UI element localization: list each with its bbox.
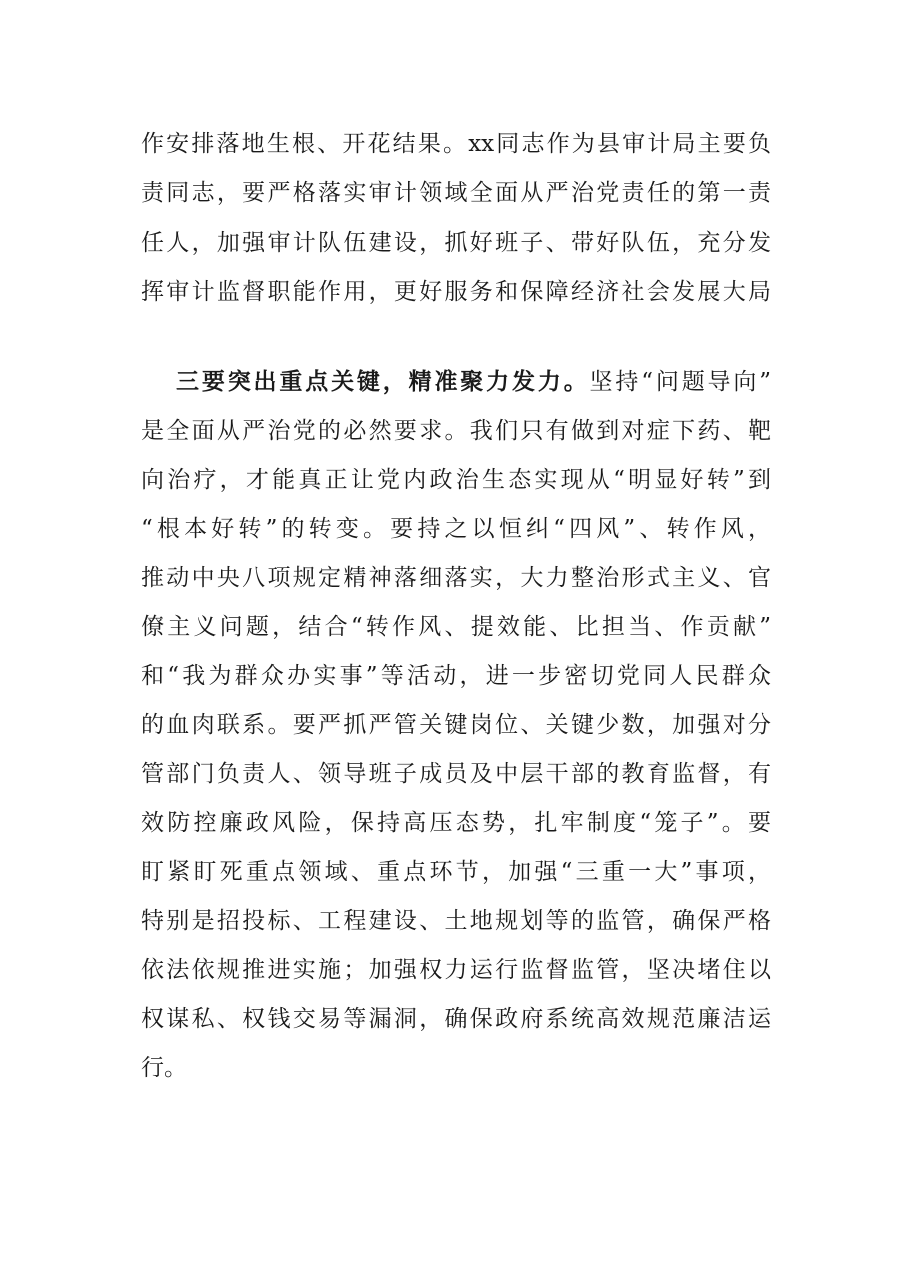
paragraph-line: 挥审计监督职能作用，更好服务和保障经济社会发展大局 xyxy=(141,279,771,305)
paragraph-heading: 三要突出重点关键，精准聚力发力。 xyxy=(176,368,590,395)
paragraph-line: 作安排落地生根、开花结果。xx同志作为县审计局主要负 xyxy=(141,131,771,157)
paragraph-line: 任人，加强审计队伍建设，抓好班子、带好队伍，充分发 xyxy=(141,230,771,256)
paragraph-line: 向治疗，才能真正让党内政治生态实现从“明显好转”到 xyxy=(141,467,771,493)
paragraph-line: 和“我为群众办实事”等活动，进一步密切党同人民群众 xyxy=(141,663,771,689)
paragraph-line: 依法依规推进实施；加强权力运行监督监管，坚决堵住以 xyxy=(141,957,771,983)
paragraph-line: 管部门负责人、领导班子成员及中层干部的教育监督，有 xyxy=(141,761,771,787)
paragraph-line: 权谋私、权钱交易等漏洞，确保政府系统高效规范廉洁运 xyxy=(141,1006,771,1032)
paragraph-line: 特别是招投标、工程建设、土地规划等的监管，确保严格 xyxy=(141,908,771,934)
paragraph-first-line xyxy=(176,367,771,397)
paragraph-line: 效防控廉政风险，保持高压态势，扎牢制度“笼子”。要 xyxy=(141,810,771,836)
paragraph-line: “根本好转”的转变。要持之以恒纠“四风”、转作风， xyxy=(141,516,771,542)
paragraph-line: 行。 xyxy=(141,1055,187,1081)
paragraph-line: 的血肉联系。要严抓严管关键岗位、关键少数，加强对分 xyxy=(141,712,771,738)
paragraph-line-rest: 坚持“问题导向” xyxy=(589,369,771,395)
paragraph-line: 是全面从严治党的必然要求。我们只有做到对症下药、靶 xyxy=(141,418,771,444)
paragraph-line: 盯紧盯死重点领域、重点环节，加强“三重一大”事项， xyxy=(141,859,771,885)
paragraph-line: 僚主义问题，结合“转作风、提效能、比担当、作贡献” xyxy=(141,614,771,640)
paragraph-line: 责同志，要严格落实审计领域全面从严治党责任的第一责 xyxy=(141,180,771,206)
paragraph-line: 推动中央八项规定精神落细落实，大力整治形式主义、官 xyxy=(141,565,771,591)
